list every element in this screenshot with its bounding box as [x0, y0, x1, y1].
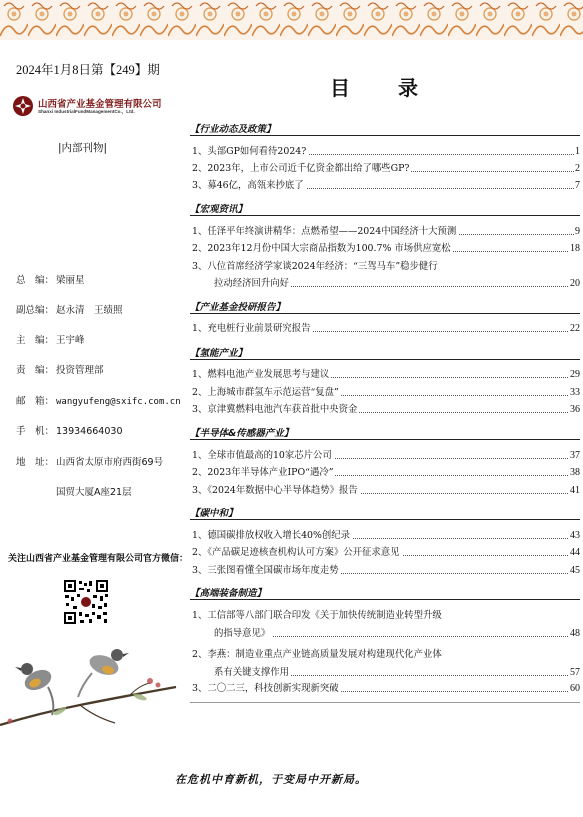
toc-item-page: 33	[570, 387, 580, 398]
toc-item[interactable]	[192, 242, 580, 255]
decorative-top-border	[0, 0, 583, 40]
toc-item[interactable]	[192, 648, 580, 661]
toc-item[interactable]	[192, 386, 580, 399]
staff-label: 责 编：	[16, 365, 55, 376]
staff-value: 王宇峰	[56, 335, 85, 346]
toc-item-title: 2、2023年，上市公司近千亿资金都出给了哪些GP?	[192, 163, 410, 174]
toc-item-title-cont: 拉动经济回升向好	[214, 278, 290, 289]
staff-label: 邮 箱：	[16, 396, 55, 407]
toc-item[interactable]	[192, 403, 580, 416]
internal-publication-label: |内部刊物|	[58, 142, 108, 154]
follow-wechat-text: 关注山西省产业基金管理有限公司官方微信：	[8, 554, 189, 564]
toc-item[interactable]	[192, 564, 580, 577]
toc-item-continuation[interactable]	[214, 666, 580, 679]
toc-item[interactable]	[192, 225, 580, 238]
wechat-qr-code[interactable]	[63, 579, 109, 625]
staff-label: 地 址：	[16, 457, 55, 468]
toc-bottom-divider	[190, 702, 580, 703]
toc-item-title: 1、全球市值最高的10家芯片公司	[192, 450, 332, 461]
toc-item-page: 45	[570, 565, 580, 576]
toc-item[interactable]	[192, 449, 580, 462]
toc-item-page: 44	[570, 547, 580, 558]
staff-value: 投资管理部	[56, 365, 104, 376]
staff-row-responsible-editor	[16, 362, 104, 376]
toc-item[interactable]	[192, 609, 580, 622]
toc-item[interactable]	[192, 322, 580, 335]
toc-item-title: 1、德国碳排放权收入增长40%创纪录	[192, 530, 351, 541]
toc-item-page: 36	[570, 404, 580, 415]
toc-item-page: 1	[575, 146, 580, 157]
toc-item-page: 60	[570, 683, 580, 694]
toc-item-title: 1、工信部等八部门联合印发《关于加快传统制造业转型升级	[192, 610, 442, 621]
toc-item-title: 2、李燕：制造业重点产业链高质量发展对构建现代化产业体	[192, 649, 442, 660]
staff-row-email	[16, 393, 181, 407]
toc-section-header	[190, 504, 580, 520]
toc-section-header	[190, 344, 580, 360]
toc-item-page: 43	[570, 530, 580, 541]
address-line-2: 国贸大厦A座21层	[56, 487, 132, 498]
toc-item-title: 3、募46亿，高瓴来抄底了	[192, 180, 304, 191]
section-label: 【产业基金投研报告】	[190, 302, 286, 313]
toc-item-title: 3、《2024年数据中心半导体趋势》报告	[192, 485, 358, 496]
address-line-1: 山西省太原市府西街69号	[56, 457, 164, 468]
logo-emblem-icon	[12, 95, 34, 117]
toc-item-page: 2	[575, 163, 580, 174]
staff-row-deputy-editor	[16, 302, 123, 316]
staff-label: 主 编：	[16, 335, 55, 346]
toc-item-page: 7	[575, 180, 580, 191]
toc-item-page: 18	[570, 243, 580, 254]
motto: 在危机中育新机，于变局中开新局。	[175, 773, 367, 786]
staff-label: 副总编：	[16, 305, 55, 316]
toc-item[interactable]	[192, 179, 580, 192]
toc-item-page: 38	[570, 467, 580, 478]
staff-row-address	[16, 454, 163, 468]
staff-row-phone	[16, 423, 123, 437]
email-link[interactable]: wangyufeng@sxifc.com.cn	[56, 397, 181, 407]
toc-item-page: 57	[570, 667, 580, 678]
toc-item-title: 3、三张图看懂全国碳市场年度走势	[192, 565, 339, 576]
staff-row-chief-editor	[16, 272, 85, 286]
toc-item[interactable]	[192, 682, 580, 695]
toc-item-title-cont: 系有关键支撑作用	[214, 667, 290, 678]
toc-item[interactable]	[192, 260, 580, 273]
section-label: 【氢能产业】	[190, 348, 248, 359]
toc-item-continuation[interactable]	[214, 277, 580, 290]
toc-item-page: 48	[570, 628, 580, 639]
section-label: 【高端装备制造】	[190, 588, 267, 599]
toc-item-page: 37	[570, 450, 580, 461]
toc-item-title: 2、上海城市群氢车示范运营“复盘”	[192, 387, 339, 398]
toc-section-header	[190, 200, 580, 216]
logo-name: 山西省产业基金管理有限公司	[38, 99, 162, 110]
phone-number: 13934664030	[56, 426, 123, 437]
toc-item-page: 29	[570, 369, 580, 380]
toc-item-title: 2、《产品碳足迹核查机构认可方案》公开征求意见	[192, 547, 400, 558]
toc-item[interactable]	[192, 466, 580, 479]
toc-item-title-cont: 的指导意见》	[214, 628, 271, 639]
toc-section-header	[190, 298, 580, 314]
toc-section-header	[190, 584, 580, 600]
toc-item-title: 1、燃料电池产业发展思考与建议	[192, 369, 330, 380]
section-label: 【行业动态及政策】	[190, 124, 276, 135]
toc-item-title: 1、充电桩行业前景研究报告	[192, 323, 311, 334]
toc-item-page: 20	[570, 278, 580, 289]
toc-item[interactable]	[192, 368, 580, 381]
section-label: 【碳中和】	[190, 508, 238, 519]
staff-value: 赵永清 王绩照	[56, 305, 123, 316]
toc-item-title: 3、八位首席经济学家谈2024年经济：“三驾马车”稳步健行	[192, 261, 438, 272]
toc-section-header	[190, 424, 580, 440]
staff-label: 总 编：	[16, 275, 55, 286]
staff-row-editor	[16, 332, 85, 346]
staff-value: 梁丽星	[56, 275, 85, 286]
toc-item-continuation[interactable]	[214, 627, 580, 640]
toc-item-page: 22	[570, 323, 580, 334]
page-title: 目录	[330, 76, 466, 100]
staff-label: 手 机：	[16, 426, 55, 437]
logo-english-name: Shanxi IndustrialFundManagementCo.，Ltd.	[38, 109, 135, 114]
section-label: 【宏观资讯】	[190, 204, 248, 215]
toc-item[interactable]	[192, 145, 580, 158]
toc-item[interactable]	[192, 529, 580, 542]
toc-item-page: 41	[570, 485, 580, 496]
toc-item-title: 1、任泽平年终演讲精华：点燃希望——2024中国经济十大预测	[192, 226, 457, 237]
company-logo	[12, 95, 187, 119]
toc-item-title: 2、2023年12月份中国大宗商品指数为100.7% 市场供应宽松	[192, 243, 451, 254]
issue-line: 2024年1月8日第【249】期	[16, 63, 160, 77]
toc-item-title: 1、头部GP如何看待2024?	[192, 146, 307, 157]
toc-item-title: 3、京津冀燃料电池汽车获首批中央资金	[192, 404, 358, 415]
toc-section-header	[190, 120, 580, 136]
toc-item-title: 3、二〇二三，科技创新实现新突破	[192, 683, 339, 694]
toc-item[interactable]	[192, 546, 580, 559]
toc-item[interactable]	[192, 484, 580, 497]
bird-branch-illustration	[0, 625, 180, 735]
toc-item[interactable]	[192, 162, 580, 175]
toc-item-title: 2、2023年半导体产业IPO“遇冷”	[192, 467, 334, 478]
section-label: 【半导体&传感器产业】	[190, 428, 294, 439]
toc-item-page: 9	[575, 226, 580, 237]
